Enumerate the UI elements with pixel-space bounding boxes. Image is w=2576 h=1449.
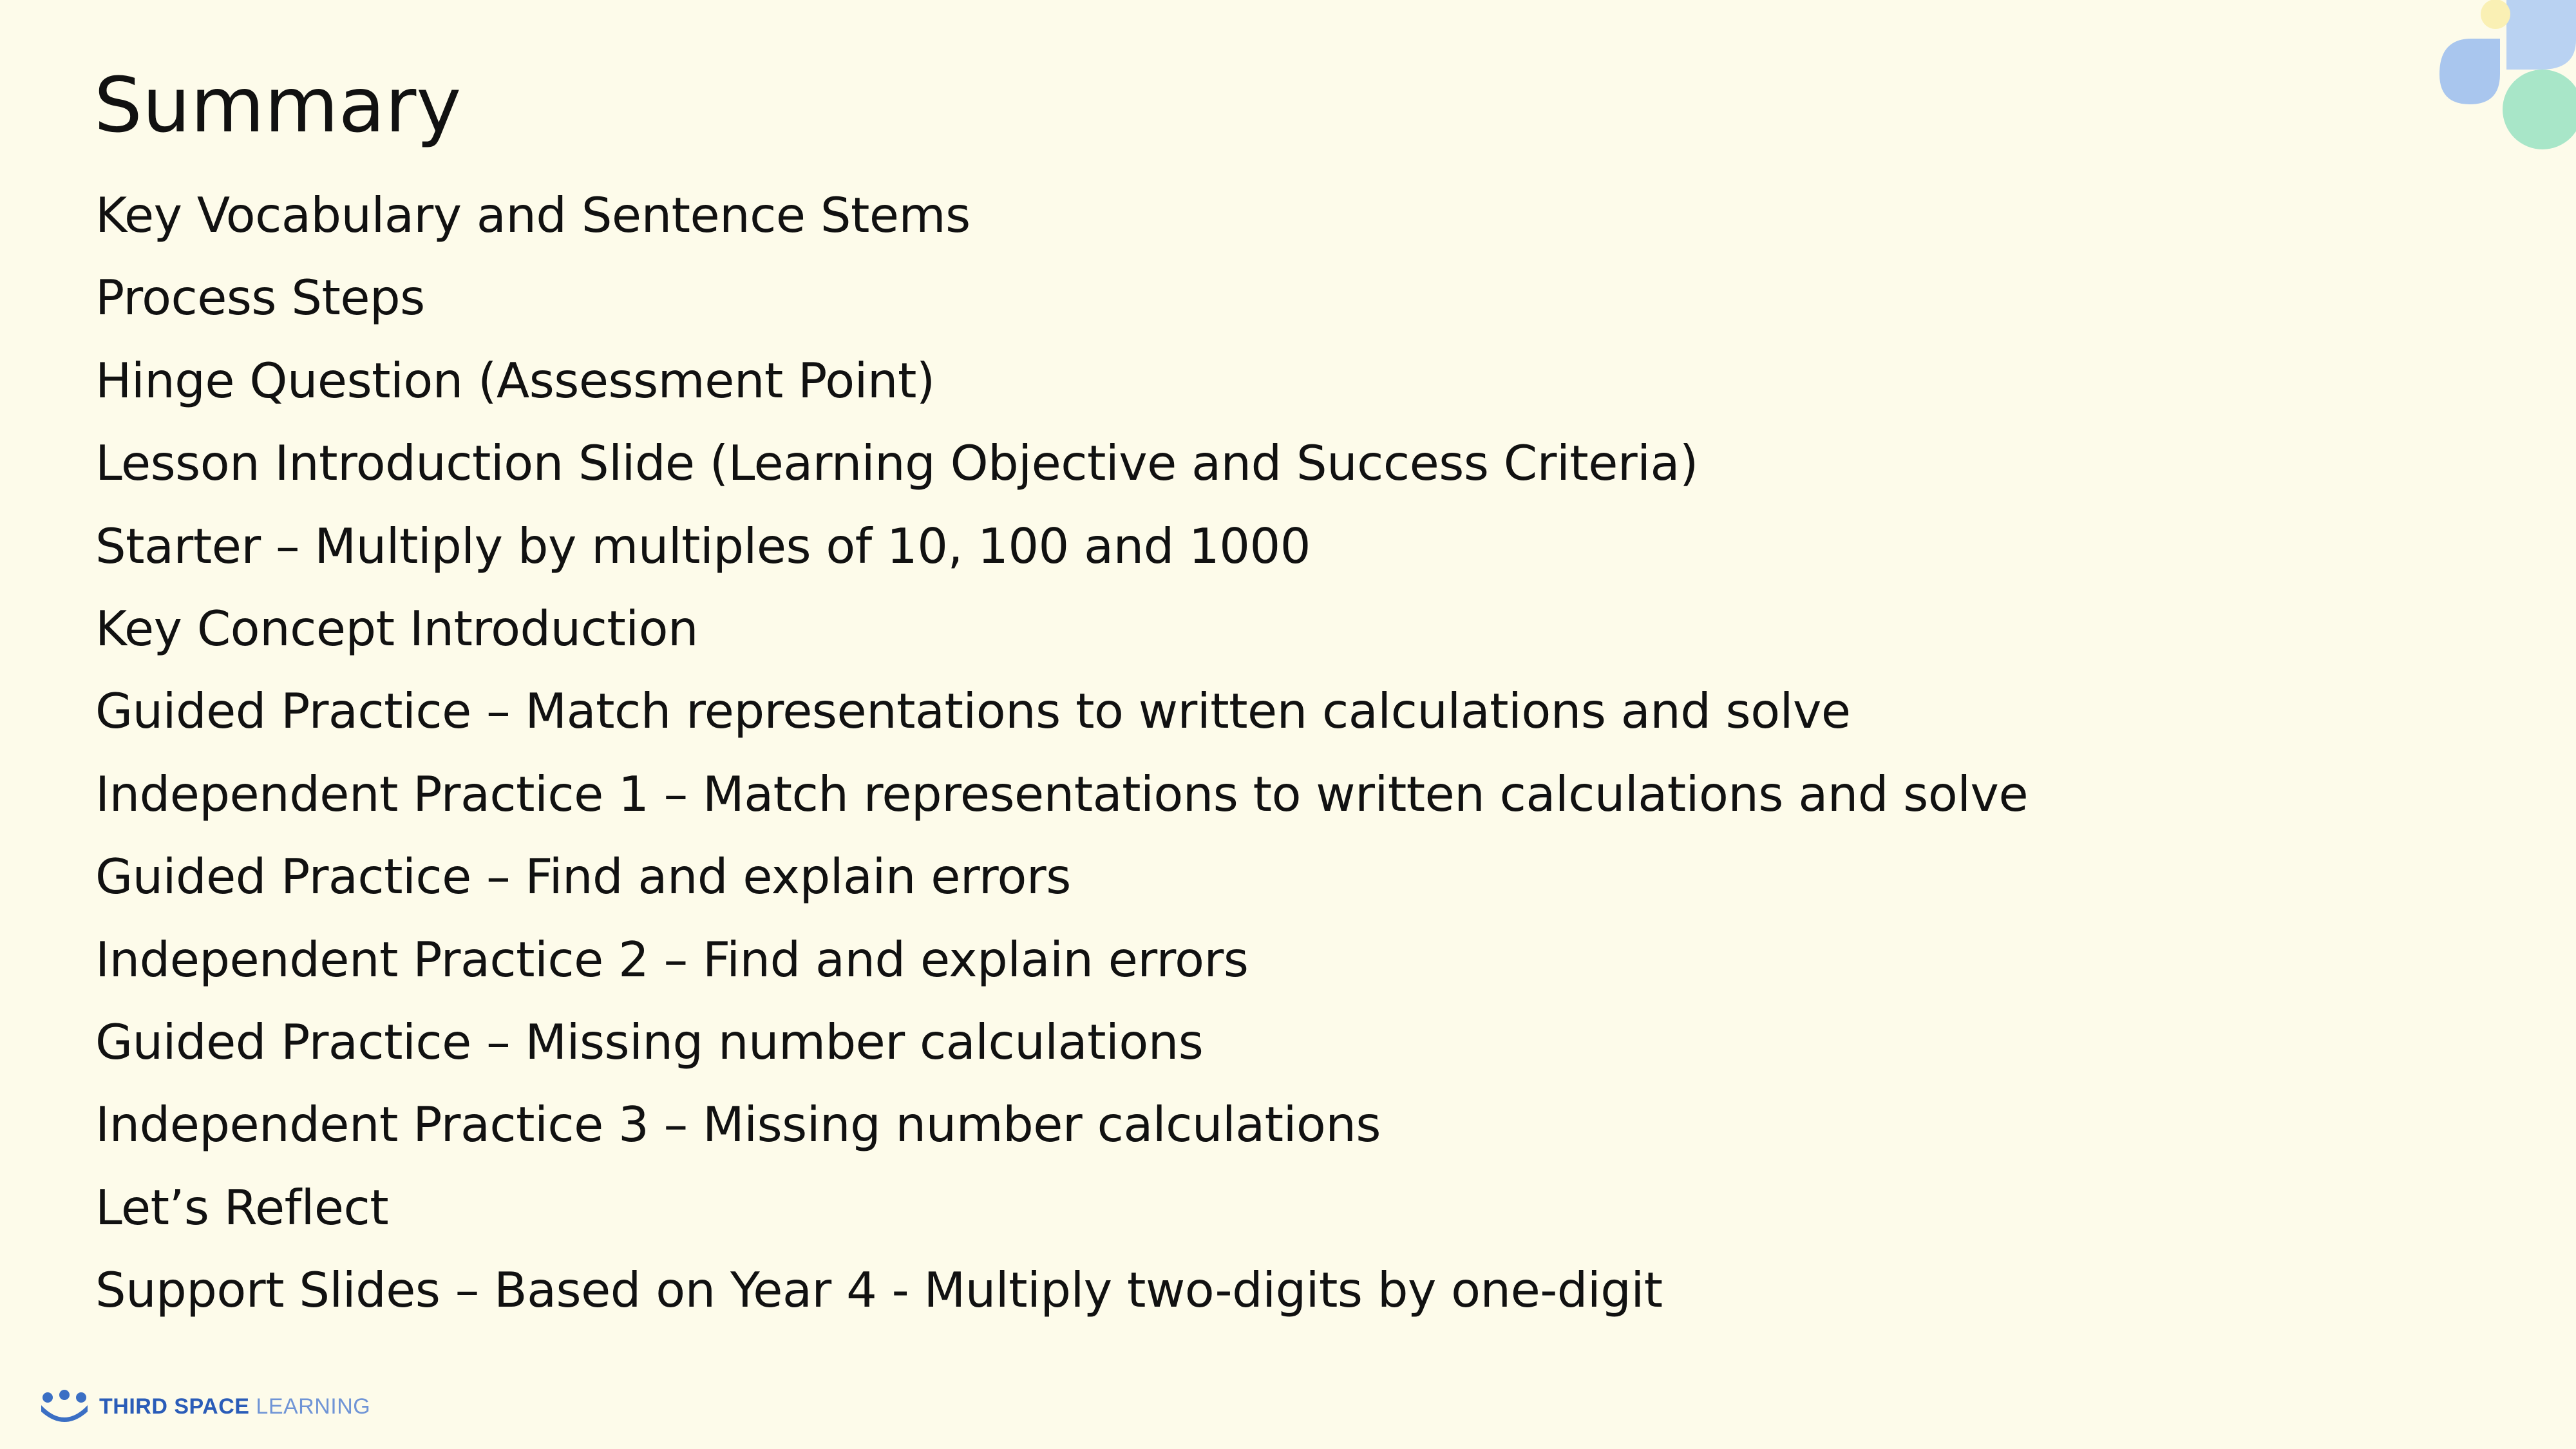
page-title: Summary <box>94 61 462 149</box>
green-circle-shape <box>2503 70 2576 149</box>
summary-item: Guided Practice – Missing number calculations <box>95 1013 1204 1070</box>
yellow-dot-shape <box>2481 0 2510 29</box>
summary-item: Guided Practice – Find and explain errors <box>95 848 1071 905</box>
bubbles-decoration-icon <box>2428 0 2576 155</box>
summary-item: Lesson Introduction Slide (Learning Objective and Success Criteria) <box>95 435 1698 492</box>
summary-item: Hinge Question (Assessment Point) <box>95 352 935 409</box>
blue-leaf-shape <box>2439 39 2500 104</box>
summary-item: Starter – Multiply by multiples of 10, 100 and 1000 <box>95 517 1311 574</box>
summary-list <box>95 182 2028 1340</box>
summary-item: Independent Practice 3 – Missing number calculations <box>95 1096 1381 1153</box>
summary-item: Support Slides – Based on Year 4 - Multiply two-digits by one-digit <box>95 1262 1663 1319</box>
summary-item: Independent Practice 1 – Match representations to written calculations and solve <box>95 765 2029 822</box>
summary-item: Key Vocabulary and Sentence Stems <box>95 187 971 243</box>
tsl-logo-icon <box>39 1390 90 1423</box>
brand-name-strong: THIRD SPACE <box>99 1394 250 1419</box>
light-blue-leaf-shape <box>2506 0 2576 70</box>
brand-name <box>99 1394 370 1419</box>
summary-item: Key Concept Introduction <box>95 600 699 657</box>
summary-item: Guided Practice – Match representations to written calculations and solve <box>95 683 1851 740</box>
summary-item: Let’s Reflect <box>95 1179 389 1236</box>
brand-name-light: LEARNING <box>256 1394 371 1419</box>
summary-item: Process Steps <box>95 269 425 327</box>
brand-logo <box>39 1390 370 1423</box>
summary-item: Independent Practice 2 – Find and explain errors <box>95 931 1249 988</box>
